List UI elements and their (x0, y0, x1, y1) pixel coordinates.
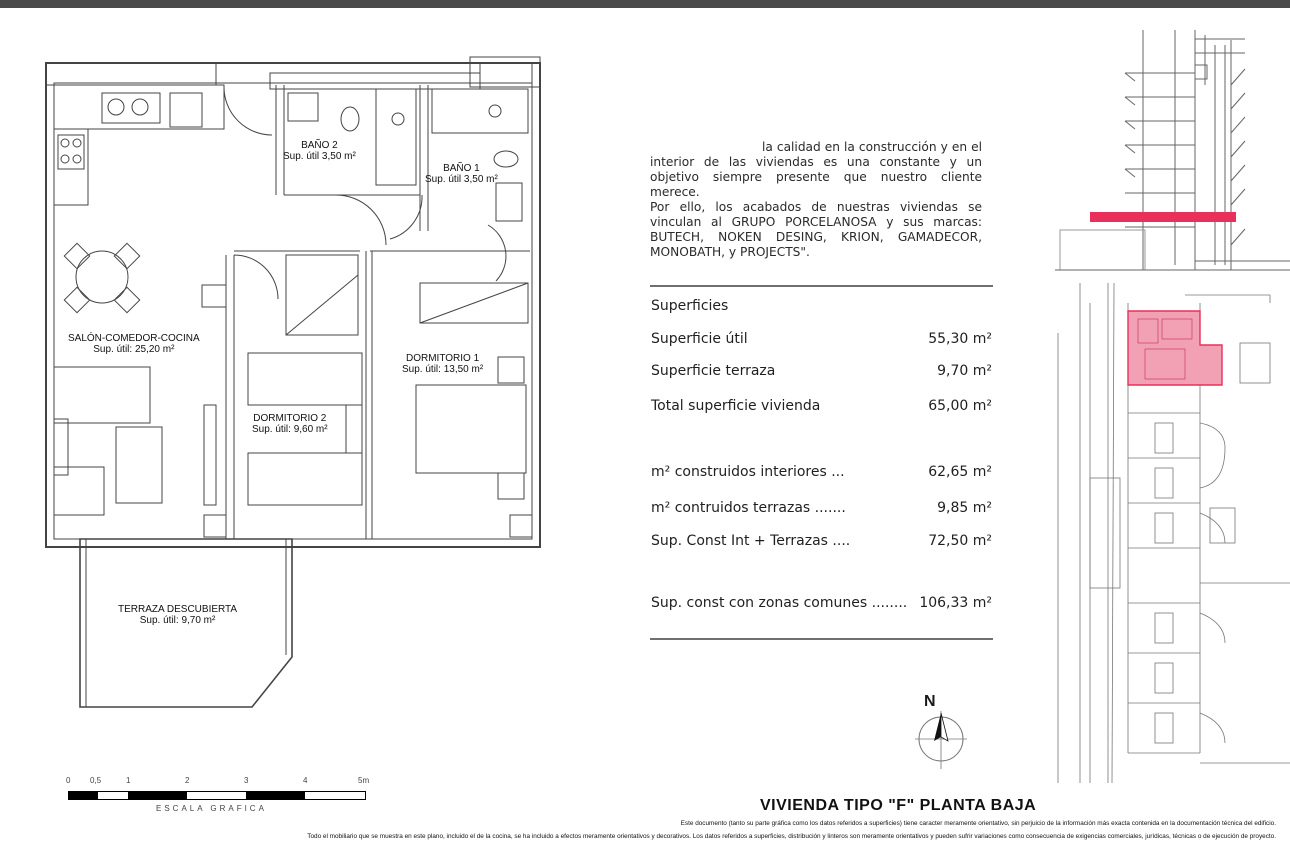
compass-icon (910, 693, 972, 773)
site-plan-drawing (1050, 283, 1290, 783)
room-dorm2 (252, 413, 328, 435)
surfaces-top-rule (650, 285, 993, 287)
scale-bar-segment (246, 792, 305, 799)
surface-row-value: 65,00 m² (928, 398, 992, 414)
scale-bar-segment (128, 792, 187, 799)
surface-row-label: m² construidos interiores ... (651, 464, 845, 480)
scale-tick: 3 (244, 776, 249, 785)
scale-bar-segment (69, 792, 98, 799)
room-salon-name: SALÓN-COMEDOR-COCINA (68, 333, 200, 344)
disclaimer-note-2: Todo el mobiliario que se muestra en este plano, incluido el de la cocina, se ha incluido a efectos meramente orientativos y decorativos. Los datos referidos a superficies, distribución y linteros son meramente orientativos y pueden sufrir variaciones como consecuencia de exigencias comerciales, jurídicas, técnicas o de ejecución de proyecto. (307, 833, 1276, 840)
intro-paragraph-1: la calidad en la construcción y en el interior de las viviendas es una constante y un objetivo siempre presente que nuestro cliente merece. (650, 140, 982, 199)
surfaces-bottom-rule (650, 638, 993, 640)
room-bano1 (425, 163, 498, 185)
room-dorm1-area: Sup. útil: 13,50 m² (402, 364, 484, 375)
room-salon (68, 333, 200, 355)
surface-row-label: Superficie terraza (651, 363, 776, 379)
scale-tick: 4 (303, 776, 308, 785)
surface-row-value: 9,70 m² (937, 363, 992, 379)
building-section (1055, 25, 1290, 280)
surfaces-table (650, 285, 993, 641)
scale-tick: 2 (185, 776, 190, 785)
scale-bar (68, 791, 366, 800)
top-bar (0, 0, 1290, 8)
surface-row-label: Total superficie vivienda (651, 398, 821, 414)
surface-row-label: Sup. Const Int + Terrazas .... (651, 533, 851, 549)
room-dorm2-area: Sup. útil: 9,60 m² (252, 424, 328, 435)
north-compass (910, 693, 972, 773)
intro-text (650, 140, 982, 260)
surface-row-value: 55,30 m² (928, 331, 992, 347)
room-terraza-area: Sup. útil: 9,70 m² (139, 615, 216, 626)
room-bano2-area: Sup. útil 3,50 m² (283, 151, 356, 162)
room-dorm2-name: DORMITORIO 2 (253, 413, 327, 424)
intro-paragraph-2: Por ello, los acabados de nuestras viviendas se vinculan al GRUPO PORCELANOSA y sus marcas: BUTECH, NOKEN DESING, KRION, GAMADECOR, MONOBATH, y PROJECTS". (650, 200, 982, 259)
surfaces-heading: Superficies (651, 298, 729, 314)
building-section-drawing (1055, 25, 1290, 280)
scale-tick: 1 (126, 776, 131, 785)
room-terraza-name: TERRAZA DESCUBIERTA (118, 604, 238, 615)
surface-row-value: 72,50 m² (928, 533, 992, 549)
room-dorm1 (402, 353, 483, 375)
room-bano1-name: BAÑO 1 (443, 163, 480, 174)
surface-row-label: Sup. const con zonas comunes ........ (651, 595, 908, 611)
scale-tick: 5m (358, 776, 370, 785)
scale-tick: 0 (66, 776, 71, 785)
surface-row-value: 106,33 m² (919, 595, 992, 611)
highlight-unit (1128, 311, 1222, 385)
site-plan (1050, 283, 1290, 783)
room-terraza (118, 604, 237, 626)
floor-plan (40, 55, 560, 715)
room-bano1-area: Sup. útil 3,50 m² (425, 174, 498, 185)
room-dorm1-name: DORMITORIO 1 (406, 353, 480, 364)
plan-title: VIVIENDA TIPO "F" PLANTA BAJA (760, 797, 1037, 814)
scale-tick: 0,5 (90, 776, 102, 785)
scale-caption: ESCALA GRAFICA (156, 804, 267, 813)
surface-row-label: m² contruidos terrazas ....... (651, 500, 846, 516)
graphic-scale (60, 776, 380, 816)
surface-row-value: 9,85 m² (937, 500, 992, 516)
room-bano2-name: BAÑO 2 (301, 140, 338, 151)
surface-row-value: 62,65 m² (928, 464, 992, 480)
surface-row-label: Superficie útil (651, 331, 748, 347)
room-salon-area: Sup. útil: 25,20 m² (93, 344, 175, 355)
room-bano2 (283, 140, 356, 162)
disclaimer-note-1: Este documento (tanto su parte gráfica como los datos referidos a superficies) tiene caracter meramente orientativo, sin perjuicio de la información más exacta contenida en la documentación técnica del edificio. (680, 820, 1276, 827)
compass-north-label: N (924, 693, 936, 710)
highlight-floor-band (1090, 212, 1236, 222)
